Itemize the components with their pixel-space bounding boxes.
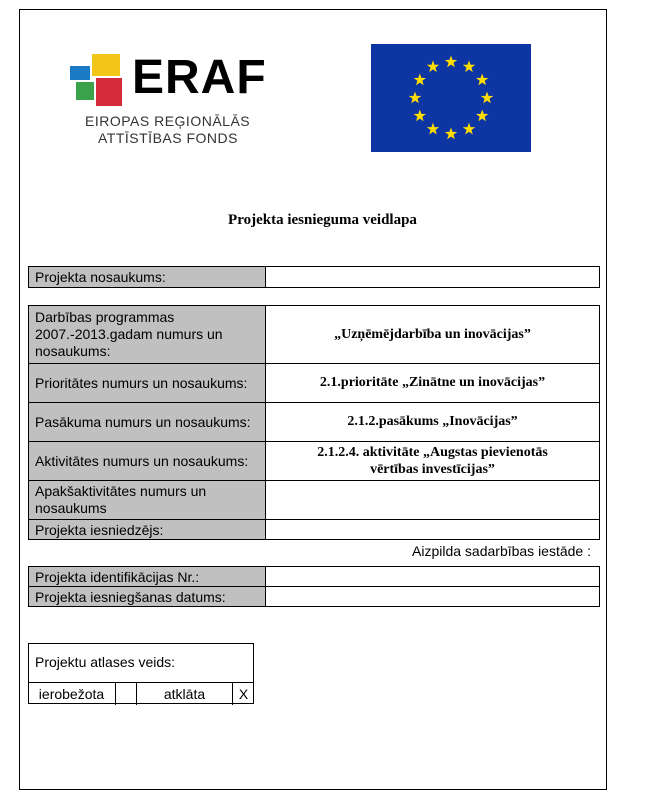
eraf-logo-name: ERAF	[132, 51, 267, 104]
program-value: „Uzņēmējdarbība un inovācijas”	[266, 306, 600, 364]
eraf-subtitle-line1: EIROPAS REĢIONĀLĀS	[85, 113, 251, 129]
selection-options-row	[28, 682, 254, 705]
activity-label: Aktivitātes numurs un nosaukums:	[29, 442, 266, 481]
eraf-subtitle-line2: ATTĪSTĪBAS FONDS	[98, 130, 238, 146]
program-table	[28, 305, 600, 540]
program-label: Darbības programmas 2007.-2013.gadam numurs un nosaukums:	[29, 306, 266, 364]
eu-star-icon	[476, 110, 488, 122]
eu-star-icon	[427, 60, 439, 72]
subactivity-label: Apakšaktivitātes numurs un nosaukums	[29, 481, 266, 520]
submission-date-field[interactable]	[266, 587, 600, 607]
eu-star-icon	[427, 123, 439, 135]
project-id-label: Projekta identifikācijas Nr.:	[29, 567, 266, 587]
eraf-logo	[70, 50, 270, 150]
option-restricted-checkbox[interactable]	[116, 683, 137, 705]
institution-note: Aizpilda sadarbības iestāde :	[412, 543, 591, 559]
selection-type-box	[28, 643, 254, 704]
measure-value: 2.1.2.pasākums „Inovācijas”	[266, 403, 600, 442]
project-name-table	[28, 266, 600, 288]
priority-value: 2.1.prioritāte „Zinātne un inovācijas”	[266, 364, 600, 403]
project-name-label: Projekta nosaukums:	[29, 267, 266, 288]
priority-label: Prioritātes numurs un nosaukums:	[29, 364, 266, 403]
submission-date-label: Projekta iesniegšanas datums:	[29, 587, 266, 607]
institution-table	[28, 566, 600, 607]
option-open-label: atklāta	[137, 683, 233, 705]
option-restricted-label: ierobežota	[28, 683, 116, 705]
eu-star-icon	[463, 60, 475, 72]
applicant-label: Projekta iesniedzējs:	[29, 520, 266, 540]
eu-star-icon	[414, 110, 426, 122]
eu-star-icon	[481, 92, 493, 104]
eu-flag	[371, 44, 531, 152]
eu-star-icon	[445, 56, 457, 68]
applicant-field[interactable]	[266, 520, 600, 540]
project-id-field[interactable]	[266, 567, 600, 587]
eu-stars-icon	[371, 44, 531, 152]
project-name-field[interactable]	[266, 267, 600, 288]
selection-type-label: Projektu atlases veids:	[35, 654, 176, 670]
page-title: Projekta iesnieguma veidlapa	[228, 212, 417, 228]
eu-star-icon	[445, 128, 457, 140]
eraf-logo-mark-icon	[70, 52, 130, 108]
option-open-checkbox[interactable]: X	[238, 686, 249, 702]
eu-star-icon	[476, 74, 488, 86]
eu-star-icon	[409, 92, 421, 104]
eu-star-icon	[463, 123, 475, 135]
measure-label: Pasākuma numurs un nosaukums:	[29, 403, 266, 442]
eu-star-icon	[414, 74, 426, 86]
subactivity-field[interactable]	[266, 481, 600, 520]
activity-value: 2.1.2.4. aktivitāte „Augstas pievienotās vērtības investīcijas”	[266, 442, 600, 481]
